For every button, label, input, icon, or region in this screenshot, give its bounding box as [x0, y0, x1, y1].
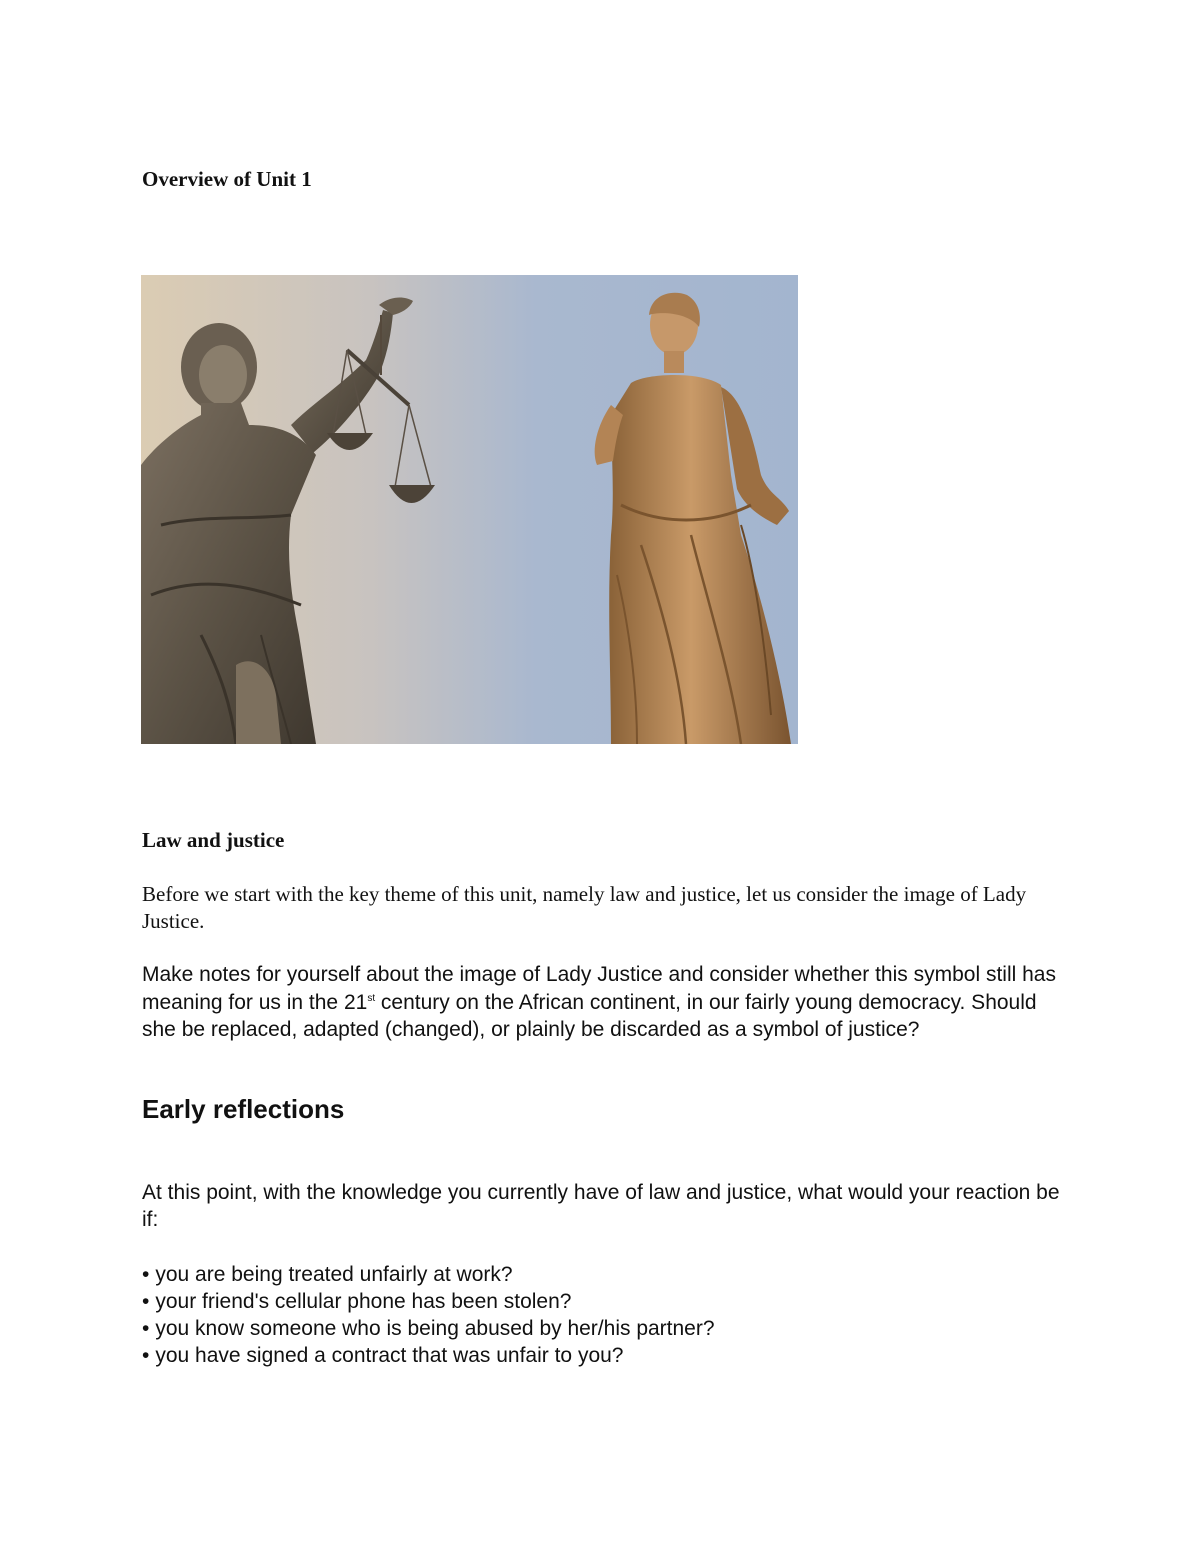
- list-item-text: you know someone who is being abused by her/his partner?: [155, 1317, 715, 1340]
- notes-paragraph-part-1: Make notes for yourself about the image of Lady Justice and consider whether this symbol still has meaning for us in the 21: [142, 963, 1056, 1014]
- notes-paragraph-part-2: century on the African continent, in our fairly young democracy. Should she be replaced, adapted (changed), or plainly be discarded as a symbol of justice?: [142, 990, 1037, 1041]
- ordinal-superscript: st: [367, 992, 376, 1004]
- list-item-text: you have signed a contract that was unfair to you?: [155, 1344, 624, 1367]
- list-item-text: your friend's cellular phone has been stolen?: [155, 1290, 572, 1313]
- early-reflections-heading: Early reflections: [142, 1094, 345, 1124]
- lady-justice-image: [141, 275, 798, 744]
- section-heading-law-and-justice: Law and justice: [142, 828, 285, 852]
- reflection-bullet-list: [142, 1261, 1072, 1369]
- list-item: [142, 1315, 1072, 1342]
- list-item: [142, 1261, 1072, 1288]
- list-item: [142, 1342, 1072, 1369]
- reflections-paragraph: At this point, with the knowledge you currently have of law and justice, what would your reaction be if:: [142, 1181, 1060, 1231]
- bullet-icon: •: [142, 1344, 150, 1367]
- bullet-icon: •: [142, 1317, 150, 1340]
- bullet-icon: •: [142, 1263, 150, 1286]
- list-item: [142, 1288, 1072, 1315]
- notes-paragraph: [142, 961, 1072, 1044]
- list-item-text: you are being treated unfairly at work?: [155, 1263, 513, 1286]
- page-title: Overview of Unit 1: [142, 167, 312, 191]
- bullet-icon: •: [142, 1290, 150, 1313]
- intro-paragraph: Before we start with the key theme of this unit, namely law and justice, let us consider the image of Lady Justice.: [142, 882, 1027, 933]
